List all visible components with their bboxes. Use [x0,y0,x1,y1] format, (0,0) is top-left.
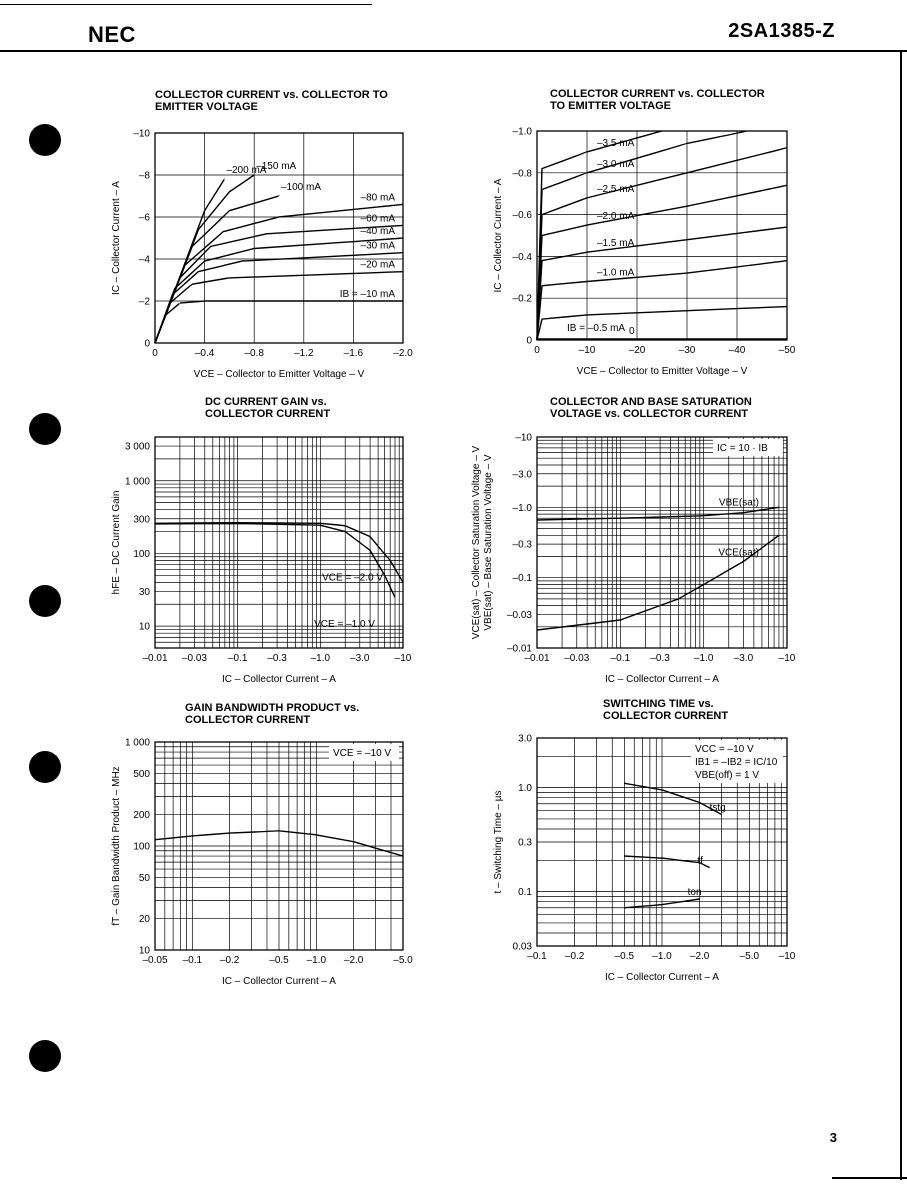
x-tick-label: –0.1 [182,955,203,966]
chart-annotation: VCE = –10 V [333,748,392,759]
y-axis-label: VCE(sat) – Collector Saturation Voltage – V [471,445,482,640]
nec-logo: NEC [88,22,136,47]
series-label: –2.5 mA [597,183,635,195]
series-label: –60 mA [360,213,395,225]
chart-title: GAIN BANDWIDTH PRODUCT vs. [185,702,360,714]
y-axis-label: VBE(sat) – Base Saturation Voltage – V [483,454,494,631]
y-tick-label: 100 [133,548,150,560]
x-tick-label: –20 [628,345,646,356]
x-tick-label: –1.6 [343,348,364,359]
x-tick-label: –2.0 [393,348,413,359]
x-tick-label: –1.2 [294,348,314,359]
series-label: VCE(sat) [718,547,759,559]
y-tick-label: –10 [133,128,150,140]
y-tick-label: 0.3 [518,837,532,849]
series-line [624,783,721,814]
x-tick-label: –40 [728,345,746,356]
series-label: –1.5 mA [597,238,635,250]
x-tick-label: –0.3 [650,653,670,664]
x-tick-label: –3.0 [733,653,754,664]
series-label: –40 mA [360,226,395,237]
chart-annotation: IB1 = –IB2 = IC/10 [695,757,778,768]
x-tick-label: –1.0 [693,653,714,664]
y-tick-label: 0.03 [512,941,532,953]
x-tick-label: –10 [778,951,796,962]
chart-annotation: IC = 10 · IB [717,443,768,454]
y-tick-label: 0 [526,335,532,347]
x-tick-label: –5.0 [393,955,413,966]
x-tick-label: –1.0 [652,951,672,962]
y-tick-label: 20 [138,914,150,926]
chart-title: COLLECTOR CURRENT vs. COLLECTOR TO [155,89,388,101]
y-axis-label: IC – Collector Current – A [111,181,122,295]
x-tick-label: –2.0 [343,955,364,966]
x-axis-label: VCE – Collector to Emitter Voltage – V [193,369,365,380]
x-tick-label: –0.2 [219,955,240,966]
y-tick-label: –0.3 [512,539,532,551]
series-label: –3.5 mA [597,137,635,149]
x-tick-label: –0.1 [227,653,248,664]
x-tick-label: –1.0 [310,653,331,664]
series-label: –150 mA [256,161,297,172]
y-tick-label: 1.0 [518,783,532,795]
y-tick-label: 1 000 [124,476,150,488]
y-tick-label: –3.0 [512,469,532,481]
x-tick-label: –50 [778,345,796,356]
x-tick-label: –0.05 [142,955,168,966]
y-tick-label: 500 [133,768,150,780]
y-tick-label: –0.4 [512,251,532,263]
x-axis-label: IC – Collector Current – A [222,674,336,685]
x-tick-label: –0.03 [564,653,590,664]
y-tick-label: –6 [138,212,150,224]
series-label: VCE = –2.0 V [322,572,383,584]
y-tick-label: –0.01 [506,643,532,655]
x-tick-label: –10 [394,653,412,664]
y-tick-label: 10 [138,945,150,957]
y-tick-label: –4 [138,254,150,266]
y-axis-label: fT – Gain Bandwidth Product – MHz [111,766,122,926]
series-label: VCE = –1.0 V [314,619,375,631]
page-number: 3 [829,1130,837,1145]
chart-title: COLLECTOR CURRENT [205,408,331,420]
series-label: –1.0 mA [597,267,635,279]
y-axis-label: IC – Collector Current – A [493,178,504,293]
x-tick-label: –5.0 [739,951,760,962]
y-tick-label: –0.8 [512,168,532,180]
x-tick-label: –3.0 [350,653,370,664]
x-tick-label: –0.3 [267,653,287,664]
series-label: –30 mA [360,240,395,252]
series-label: IB = –10 mA [339,289,395,300]
series-label: –20 mA [360,259,395,271]
y-axis-label: hFE – DC Current Gain [111,490,122,595]
y-tick-label: –0.03 [506,609,532,621]
series-label: –3.0 mA [597,158,635,170]
x-tick-label: –0.1 [527,951,547,962]
chart-annotation: VBE(off) = 1 V [695,770,760,781]
chart-title: COLLECTOR CURRENT [603,710,729,722]
x-tick-label: –2.0 [689,951,710,962]
series-label: –80 mA [360,192,395,204]
y-tick-label: –0.1 [512,573,532,585]
chart-title: COLLECTOR CURRENT vs. COLLECTOR [550,88,765,100]
chart-title: COLLECTOR CURRENT [185,714,311,726]
y-tick-label: 10 [138,621,150,633]
y-tick-label: 0.1 [518,887,532,899]
series-label: 0 [629,326,635,337]
y-tick-label: 200 [133,810,150,822]
x-tick-label: 0 [152,348,158,359]
x-axis-label: IC – Collector Current – A [605,674,719,685]
y-tick-label: 30 [138,586,150,598]
x-axis-label: VCE – Collector to Emitter Voltage – V [576,366,748,377]
series-label: ton [687,886,702,898]
x-tick-label: –10 [578,345,596,356]
x-tick-label: –0.1 [610,653,631,664]
y-tick-label: 100 [133,841,150,853]
x-tick-label: –0.03 [181,653,207,664]
x-tick-label: –0.4 [194,348,215,359]
y-tick-label: –0.6 [512,210,532,222]
y-tick-label: –1.0 [512,502,532,514]
x-tick-label: –0.8 [244,348,264,359]
x-tick-label: –30 [678,345,696,356]
x-tick-label: –0.5 [614,951,635,962]
series-label: IB = –0.5 mA [567,322,626,334]
part-number: 2SA1385-Z [728,20,835,42]
x-tick-label: –10 [778,653,796,664]
y-tick-label: 50 [138,872,150,884]
series-label: –100 mA [281,182,322,193]
y-tick-label: –0.2 [512,293,532,305]
x-tick-label: 0 [534,345,540,356]
chart-title: DC CURRENT GAIN vs. [205,396,327,408]
chart-title: COLLECTOR AND BASE SATURATION [550,396,752,408]
y-tick-label: 3.0 [518,733,532,745]
x-axis-label: IC – Collector Current – A [222,976,336,987]
x-tick-label: –0.5 [269,955,289,966]
x-tick-label: –0.2 [564,951,585,962]
x-tick-label: –0.01 [524,653,550,664]
y-tick-label: –2 [138,296,150,308]
x-axis-label: IC – Collector Current – A [605,972,719,983]
y-tick-label: –1.0 [512,126,532,138]
chart-annotation: VCC = –10 V [695,744,754,755]
chart-title: VOLTAGE vs. COLLECTOR CURRENT [550,408,749,420]
series-label: –200 mA [226,165,267,177]
series-label: tstg [709,802,726,814]
y-tick-label: –10 [515,432,532,444]
y-tick-label: 3 000 [124,441,150,453]
y-tick-label: 300 [133,514,150,526]
series-label: tf [697,855,704,867]
chart-title: SWITCHING TIME vs. [603,698,714,710]
series-label: –2.0 mA [597,211,635,223]
y-tick-label: 0 [144,338,150,350]
y-axis-label: t – Switching Time – µs [493,790,504,894]
y-tick-label: 1 000 [124,737,150,749]
chart-title: TO EMITTER VOLTAGE [550,100,671,112]
series-label: VBE(sat) [718,497,759,509]
y-tick-label: –8 [138,170,150,182]
x-tick-label: –1.0 [306,955,327,966]
chart-title: EMITTER VOLTAGE [155,101,258,113]
x-tick-label: –0.01 [142,653,168,664]
